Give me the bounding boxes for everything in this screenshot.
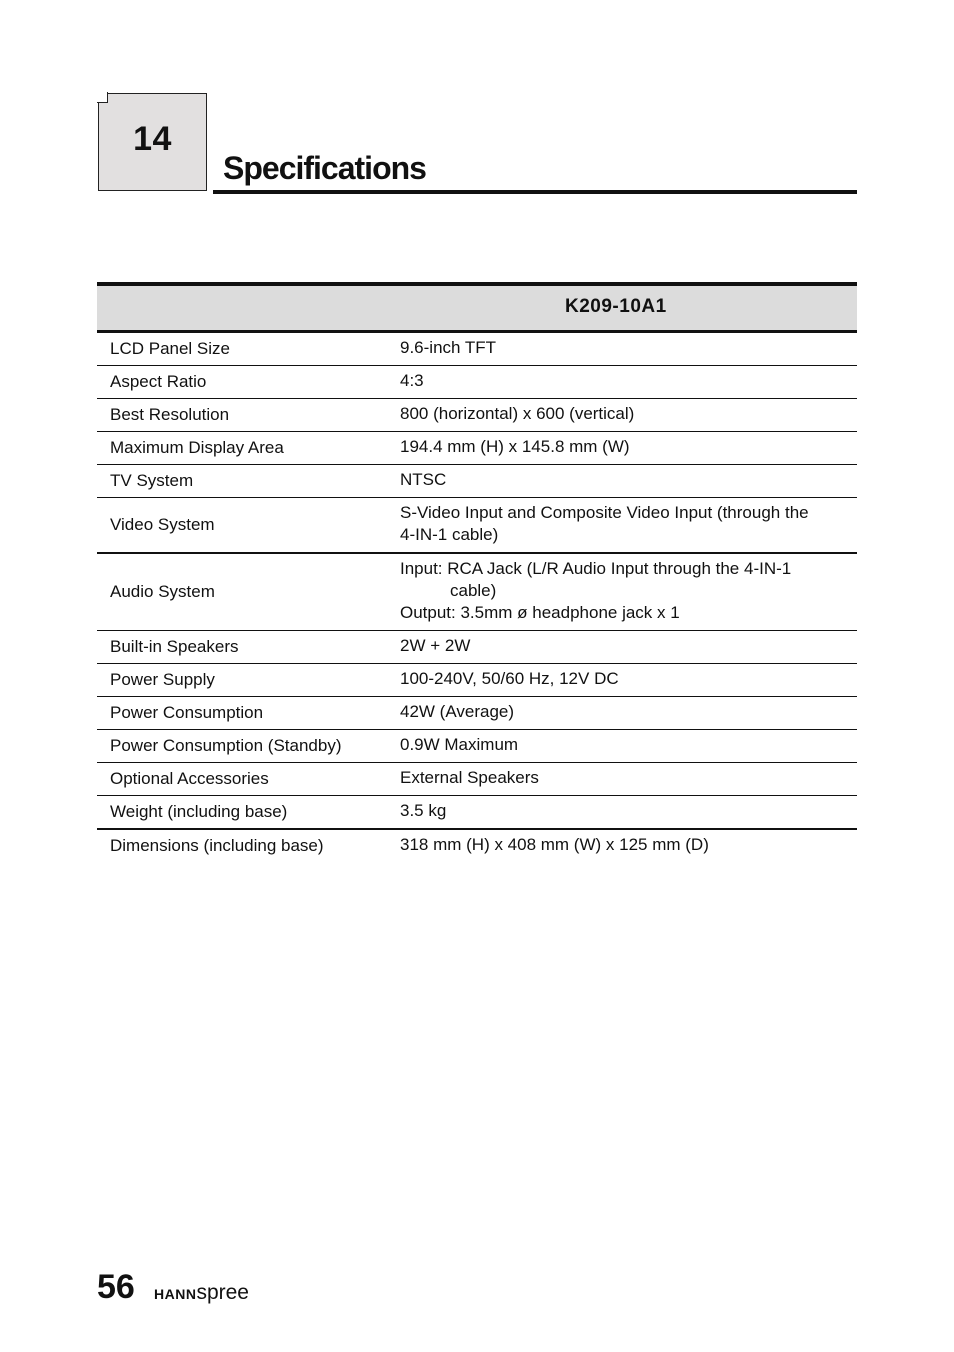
spec-label: Best Resolution (110, 405, 230, 424)
spec-value (400, 366, 857, 398)
table-row (97, 730, 857, 763)
spec-value-line: Output: 3.5mm ø headphone jack x 1 (400, 603, 680, 622)
table-row (97, 830, 857, 862)
spec-value (400, 554, 857, 630)
table-row (97, 498, 857, 554)
spec-label: Video System (110, 515, 215, 534)
chapter-badge (98, 93, 207, 191)
spec-label: Power Consumption (Standby) (110, 736, 342, 755)
spec-value-line: 800 (horizontal) x 600 (vertical) (400, 404, 635, 423)
table-row (97, 366, 857, 399)
specifications-table (97, 282, 857, 862)
table-header (97, 282, 857, 333)
spec-value-line: cable) (450, 581, 497, 600)
table-row (97, 697, 857, 730)
chapter-badge-notch (97, 92, 108, 103)
spec-value (400, 796, 857, 828)
spec-label: Weight (including base) (110, 802, 288, 821)
spec-value (400, 664, 857, 696)
spec-value-line: 100-240V, 50/60 Hz, 12V DC (400, 669, 619, 688)
spec-value-line: 42W (Average) (400, 702, 515, 721)
spec-value-line: 0.9W Maximum (400, 735, 519, 754)
page-title: Specifications (223, 150, 426, 186)
spec-value (400, 333, 857, 365)
spec-label: Optional Accessories (110, 769, 269, 788)
spec-value (400, 763, 857, 795)
table-row (97, 399, 857, 432)
spec-value-line: Input: RCA Jack (L/R Audio Input through the 4-IN-1 (400, 559, 792, 578)
spec-label: Maximum Display Area (110, 438, 284, 457)
spec-value (400, 498, 857, 552)
spec-label: Aspect Ratio (110, 372, 207, 391)
spec-value-line: 194.4 mm (H) x 145.8 mm (W) (400, 437, 630, 456)
spec-label: Power Consumption (110, 703, 264, 722)
spec-label: Dimensions (including base) (110, 836, 324, 855)
model-name: K209-10A1 (565, 296, 667, 317)
spec-value (400, 465, 857, 497)
spec-label: LCD Panel Size (110, 339, 231, 358)
chapter-number: 14 (133, 120, 172, 158)
spec-value-line: S-Video Input and Composite Video Input (through the (400, 503, 809, 522)
table-row (97, 664, 857, 697)
spec-value-line: 9.6-inch TFT (400, 338, 497, 357)
spec-value (400, 432, 857, 464)
spec-label: Audio System (110, 582, 215, 601)
spec-value (400, 730, 857, 762)
table-row (97, 631, 857, 664)
spec-value-line: External Speakers (400, 768, 539, 787)
spec-value-line: 2W + 2W (400, 636, 471, 655)
spec-value-line: NTSC (400, 470, 447, 489)
spec-label: TV System (110, 471, 194, 490)
spec-label: Built-in Speakers (110, 637, 239, 656)
brand-logo (154, 1281, 249, 1305)
spec-value-line: 4-IN-1 cable) (400, 525, 499, 544)
title-rule (213, 190, 857, 194)
table-row (97, 796, 857, 830)
brand-logo-light: spree (196, 1281, 249, 1304)
brand-logo-bold: HANN (154, 1286, 197, 1302)
table-row (97, 333, 857, 366)
spec-value (400, 631, 857, 663)
spec-value (400, 399, 857, 431)
spec-value-line: 3.5 kg (400, 801, 447, 820)
spec-value-line: 318 mm (H) x 408 mm (W) x 125 mm (D) (400, 835, 709, 854)
table-row (97, 432, 857, 465)
page-number: 56 (97, 1268, 135, 1306)
spec-value (400, 697, 857, 729)
table-row (97, 465, 857, 498)
table-row (97, 554, 857, 631)
spec-value-line: 4:3 (400, 371, 424, 390)
table-row (97, 763, 857, 796)
spec-value (400, 830, 857, 862)
spec-label: Power Supply (110, 670, 215, 689)
